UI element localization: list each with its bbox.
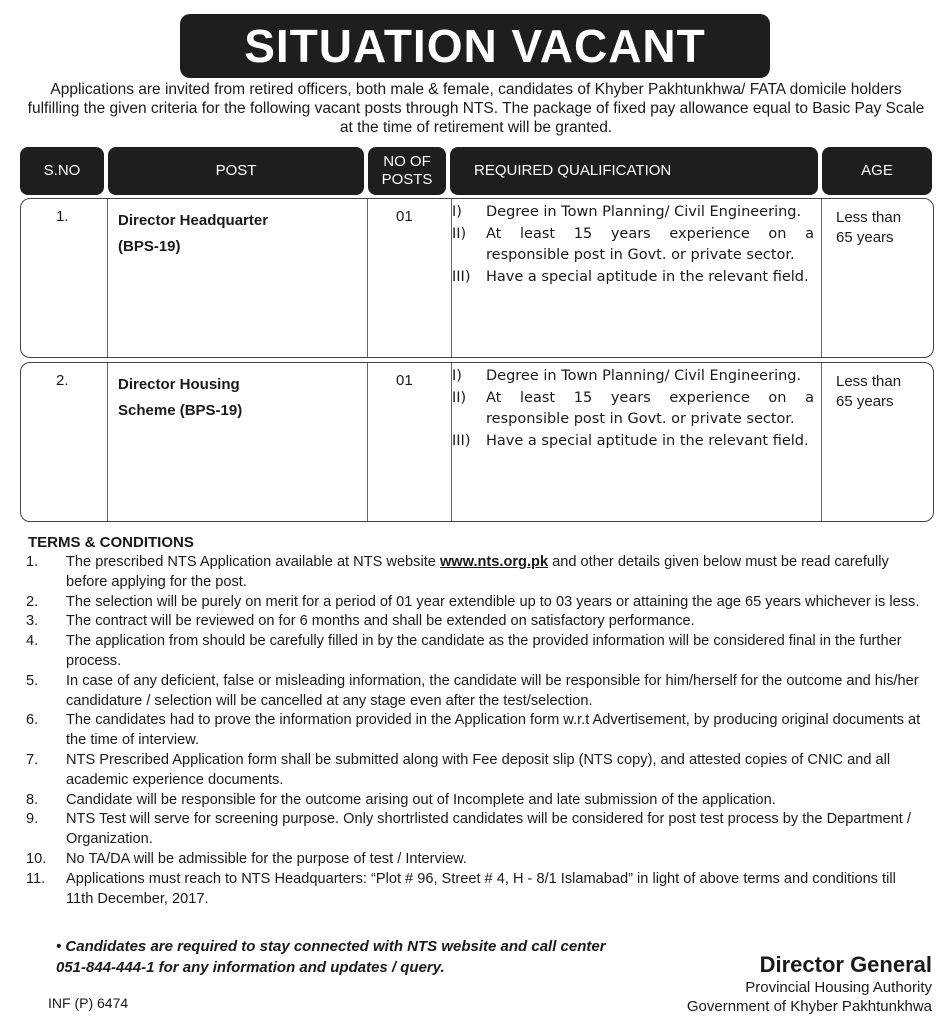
row-age: Less than 65 years [836,373,902,410]
row-posts: 01 [396,208,413,225]
qualification-item: I) Degree in Town Planning/ Civil Engineering. [452,204,802,220]
header-post: POST [108,147,364,195]
qualification-item: III) Have a special aptitude in the relevant field. [452,432,809,449]
list-item: 6. The candidates had to prove the information provided in the Application form w.r.t Advertisement, by producing original documents at the time of interview. [26,712,921,749]
ad-reference: INF (P) 6474 [48,995,129,1011]
header-qualification: REQUIRED QUALIFICATION [450,147,818,195]
column-divider [821,199,822,357]
nts-website-link[interactable]: www.nts.org.pk [439,554,549,570]
post-scale: (BPS-19) [118,238,181,255]
header-no-of-posts: NO OF POSTS [368,147,446,195]
qualification-item: II) At least 15 years experience on a responsible post in Govt. or private sector. [452,389,814,427]
page-title: SITUATION VACANT [244,20,706,72]
list-item: 8. Candidate will be responsible for the outcome arising out of Incomplete and late submission of the application. [26,791,776,808]
list-item: 3. The contract will be reviewed on for 6 months and shall be extended on satisfactory performance. [26,613,695,630]
row-post [118,372,242,424]
list-item: 10. No TA/DA will be admissible for the purpose of test / Interview. [26,850,467,867]
list-item: 5. In case of any deficient, false or misleading information, the candidate will be responsible for him/herself for the outcome and his/her candidature / selection will be cancelled at any stage even after the test/selection. [26,672,919,709]
list-item: 4. The application from should be carefully filled in by the candidate as the provided information will be considered final in the further process. [26,633,902,669]
row-post [118,208,268,260]
contact-note: • Candidates are required to stay connected with NTS website and call center 051-844-444-1 for any information and updates / query. [56,938,606,976]
qualification-item: II) At least 15 years experience on a responsible post in Govt. or private sector. [452,225,814,263]
signer-title: Director General [759,952,932,977]
list-item: 7. NTS Prescribed Application form shall be submitted along with Fee deposit slip (NTS copy), and attested copies of CNIC and all academic experience documents. [26,751,891,788]
list-item: 11. Applications must reach to NTS Headquarters: “Plot # 96, Street # 4, H - 8/1 Islamabad” in light of above terms and conditions till 11th December, 2017. [26,870,896,907]
column-divider [107,363,108,521]
signature-block [687,952,932,1016]
post-name: Director Housing [118,376,240,393]
header-sno: S.NO [20,147,104,195]
row-sno: 2. [56,372,69,389]
intro-paragraph: Applications are invited from retired officers, both male & female, candidates of Khyber Pakhtunkhwa/ FATA domicile holders fulfilling the given criteria for the following vacant posts through NTS. The package of fixed pay allowance equal to Basic Pay Scale at the time of retirement will be granted. [27,81,925,136]
qualification-list [452,202,814,288]
qualification-item: III) Have a special aptitude in the relevant field. [452,268,809,285]
qualification-list [452,366,814,452]
terms-heading: TERMS & CONDITIONS [28,534,194,551]
qualification-item: I) Degree in Town Planning/ Civil Engineering. [452,368,802,384]
list-item: 9. NTS Test will serve for screening purpose. Only shortrlisted candidates will be considered for post test process by the Department / Organization. [26,811,911,848]
signer-org: Provincial Housing Authority [745,979,932,996]
post-name: Director Headquarter [118,212,269,229]
list-item: 1. The prescribed NTS Application available at NTS website www.nts.org.pk and other details given below must be read carefully before applying for the post. [26,554,889,590]
column-divider [367,363,368,521]
column-divider [367,199,368,357]
title-banner [180,14,770,78]
list-item: 2. The selection will be purely on merit for a period of 01 year extendible up to 03 years or attaining the age 65 years whichever is less. [26,593,920,610]
signer-government: Government of Khyber Pakhtunkhwa [686,998,932,1015]
row-age: Less than 65 years [836,209,902,246]
terms-list [26,553,924,909]
post-scale: Scheme (BPS-19) [118,402,243,419]
column-divider [107,199,108,357]
column-divider [821,363,822,521]
header-age: AGE [822,147,932,195]
row-posts: 01 [396,372,413,389]
row-sno: 1. [56,208,69,225]
